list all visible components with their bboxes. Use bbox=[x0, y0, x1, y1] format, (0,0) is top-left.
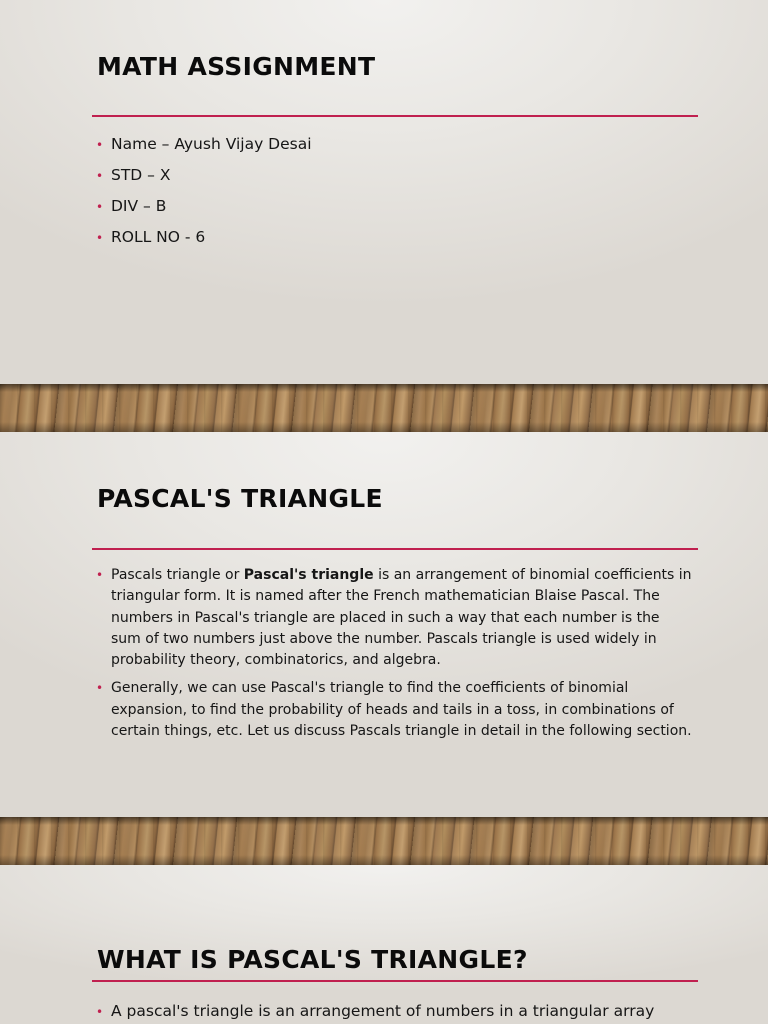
list-item-name bbox=[96, 134, 692, 154]
list-item-text: STD – X bbox=[111, 166, 171, 184]
list-item-uses bbox=[96, 678, 692, 742]
list-item-div bbox=[96, 196, 692, 216]
list-item-text: A pascal's triangle is an arrangement of numbers in a triangular array bbox=[111, 1002, 655, 1020]
list-item-definition bbox=[96, 565, 692, 671]
bullet-icon: • bbox=[96, 681, 104, 696]
wood-floor-divider bbox=[0, 384, 768, 432]
slide-title: WHAT IS PASCAL'S TRIANGLE? bbox=[97, 945, 528, 974]
bullet-icon: • bbox=[96, 138, 104, 152]
list-item-text: Name – Ayush Vijay Desai bbox=[111, 135, 312, 153]
bullet-icon: • bbox=[96, 568, 104, 582]
list-item-text: DIV – B bbox=[111, 197, 167, 215]
slide-title: MATH ASSIGNMENT bbox=[97, 52, 376, 81]
title-underline bbox=[92, 115, 698, 117]
slide-what-is-pascals-triangle bbox=[0, 865, 768, 1024]
bullet-icon: • bbox=[96, 1005, 104, 1019]
bullet-icon: • bbox=[96, 169, 104, 183]
definition-list bbox=[96, 1001, 692, 1024]
title-underline bbox=[92, 980, 698, 982]
list-item-text-end: is an arrangement of binomial coefficients in triangular form. It is named after the French mathematician Blaise Pascal. The numbers in Pascal's triangle are placed in such a way that each number is the sum of two numbers just above the number. Pascals triangle is used widely in probability theory, combinatorics, and algebra. bbox=[111, 567, 692, 669]
description-list bbox=[96, 565, 692, 749]
bullet-icon: • bbox=[96, 231, 104, 245]
list-item-bold-term: Pascal's triangle bbox=[243, 567, 374, 583]
slide-math-assignment bbox=[0, 0, 768, 384]
wood-floor-divider bbox=[0, 817, 768, 865]
list-item-text: ROLL NO - 6 bbox=[111, 228, 206, 246]
details-list bbox=[96, 134, 692, 258]
list-item-std bbox=[96, 165, 692, 185]
list-item-definition bbox=[96, 1001, 692, 1021]
bullet-icon: • bbox=[96, 200, 104, 214]
list-item-text: Generally, we can use Pascal's triangle to find the coefficients of binomial expansion, to find the probability of heads and tails in a toss, in combinations of certain things, etc. Let us discuss Pascals triangle in detail in the following section. bbox=[111, 680, 692, 740]
list-item-text-start: Pascals triangle or bbox=[111, 567, 244, 583]
title-underline bbox=[92, 548, 698, 550]
list-item-roll-no bbox=[96, 227, 692, 247]
slide-title: PASCAL'S TRIANGLE bbox=[97, 484, 383, 513]
slide-pascals-triangle bbox=[0, 432, 768, 817]
